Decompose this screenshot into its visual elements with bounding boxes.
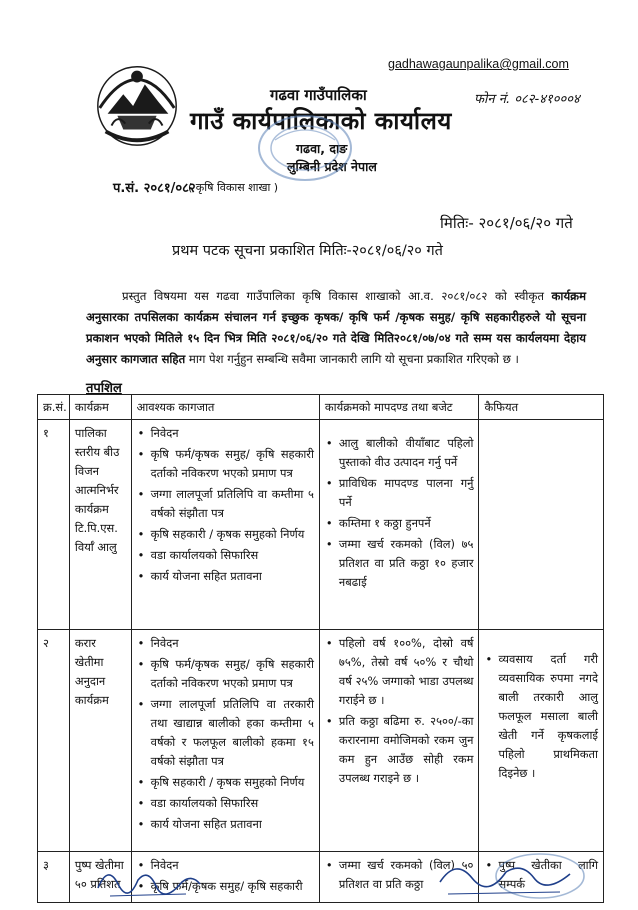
province-name: लुम्बिनी प्रदेश नेपाल	[287, 159, 377, 174]
list-item: • प्राविधिक मापदण्ड पालना गर्नु पर्ने	[339, 474, 474, 512]
row-remarks	[479, 630, 604, 852]
list-item: • पुष्प खेतीका लागि सम्पर्क	[498, 856, 598, 894]
list-item: • निवेदन	[151, 424, 314, 443]
office-title: गाउँ कार्यपालिकाको कार्यालय	[190, 107, 452, 135]
reference-department: ( कृषि विकास शाखा )	[188, 181, 279, 194]
row-program: पुष्प खेतीमा ५० प्रतिशत	[69, 852, 131, 903]
list-item: • कृषि फर्म/कृषक समुह/ कृषि सहकारी	[151, 877, 314, 896]
signature-left-icon	[90, 858, 208, 902]
row-sn: २	[38, 630, 70, 852]
row-sn: १	[38, 420, 70, 630]
office-location: गढवा, दाङ	[296, 141, 348, 156]
list-item: • वडा कार्यालयको सिफारिस	[151, 546, 314, 565]
list-item: • वडा कार्यालयको सिफारिस	[151, 794, 314, 813]
office-stamp-icon	[245, 110, 365, 188]
publication-date: प्रथम पटक सूचना प्रकाशित मितिः-२०८१/०६/२० गते	[172, 243, 443, 259]
email-address: gadhawagaunpalika@gmail.com	[388, 57, 569, 71]
body-text-part1: प्रस्तुत विषयमा यस गढवा गाउँपालिका कृषि विकास शाखाको आ.व. २०८१/०८२ को स्वीकृत	[122, 289, 552, 303]
body-text-bold: कार्यक्रम अनुसारका तपसिलका कार्यक्रम संचालन गर्न इच्छुक कृषक/ कृषि फर्म /कृषक समुह/ कृषि सहकारीहरुले यो सूचना प्रकाशन भएको मितिले १५ दिन भित्र मिति २०८१/०६/२० गते देखि मिति२०८१/०७/०४ गते सम्म यस कार्यलयमा देहाय अनुसार कागजात सहित	[86, 289, 586, 366]
list-item: • कम्तिमा १ कठ्ठा हुनपर्ने	[339, 514, 474, 533]
header-remarks: कैफियत	[479, 395, 604, 420]
header-sn: क्र.सं.	[38, 395, 70, 420]
municipality-name: गढवा गाउँपालिका	[270, 86, 367, 104]
list-item: • व्यवसाय दर्ता गरी व्यवसायिक रुपमा नगदे बाली तरकारी आलु फलफूल मसाला बाली खेती गर्ने कृषकलाई पहिलो प्राथमिकता दिइनेछ ।	[498, 650, 598, 783]
row-criteria	[319, 420, 479, 630]
row-remarks	[479, 420, 604, 630]
header-criteria: कार्यक्रमको मापदण्ड तथा बजेट	[319, 395, 479, 420]
notice-date: मितिः- २०८१/०६/२० गते	[440, 214, 573, 232]
list-item: • जग्गा लालपूर्जा प्रतिलिपि वा कम्तीमा ५ वर्षको संझौता पत्र	[151, 485, 314, 523]
list-item: • कृषि फर्म/कृषक समुह/ कृषि सहकारी दर्ताको नविकरण भएको प्रमाण पत्र	[151, 655, 314, 693]
list-item: • आलु बालीको वीयाँबाट पहिलो पुस्ताको वीउ उत्पादन गर्नु पर्ने	[339, 434, 474, 472]
header-program: कार्यक्रम	[69, 395, 131, 420]
list-item: • कार्य योजना सहित प्रतावना	[151, 567, 314, 586]
table-row	[38, 420, 604, 630]
list-item: • कृषि फर्म/कृषक समुह/ कृषि सहकारी दर्ताको नविकरण भएको प्रमाण पत्र	[151, 445, 314, 483]
row-documents	[131, 630, 319, 852]
header-documents: आवश्यक कागजात	[131, 395, 319, 420]
government-emblem-icon	[88, 55, 186, 153]
notice-body	[86, 286, 586, 370]
list-item: • कृषि सहकारी / कृषक समुहको निर्णय	[151, 773, 314, 792]
list-item: • पहिलो वर्ष १००%, दोस्रो वर्ष ७५%, तेस्रो वर्ष ५०% र चौथो वर्ष २५% जग्गाको भाडा उपलब्ध गराईने छ ।	[339, 634, 474, 710]
phone-number: फोन नं. ०८२-४१०००४	[474, 92, 580, 107]
body-text-part2: माग पेश गर्नुहुन सम्बन्धि सवैमा जानकारी लागि यो सूचना प्रकाशित गरिएको छ ।	[185, 352, 519, 366]
list-item: • जम्मा खर्च रकमको (विल) ५० प्रतिशत वा प्रति कठ्ठा	[339, 856, 474, 894]
list-item: • जम्मा खर्च रकमको (विल) ७५ प्रतिशत वा प्रति कठ्ठा १० हजार नबढाई	[339, 535, 474, 592]
list-item: • जग्गा लालपूर्जा प्रतिलिपि वा तरकारी तथा खाद्यान्न बालीको हका कम्तीमा ५ वर्षको र फलफूल बालीको हकमा १५ वर्षको संझौता पत्र	[151, 695, 314, 771]
list-item: • निवेदन	[151, 856, 314, 875]
program-table	[37, 394, 604, 903]
row-documents	[131, 420, 319, 630]
list-item: • कार्य योजना सहित प्रतावना	[151, 815, 314, 834]
row-program: पालिका स्तरीय बीउ विजन आत्मनिर्भर कार्यक्रम टि.पि.एस. विर्याँ आलु	[69, 420, 131, 630]
table-row	[38, 630, 604, 852]
row-sn: ३	[38, 852, 70, 903]
row-criteria	[319, 630, 479, 852]
list-item: • कृषि सहकारी / कृषक समुहको निर्णय	[151, 525, 314, 544]
signature-right-icon	[430, 848, 590, 904]
list-item: • प्रति कठ्ठा बढिमा रु. २५००/-का करारनामा वमोजिमको रकम जुन कम हुन आउँछ सोही रकम उपलब्ध गराइने छ ।	[339, 712, 474, 788]
list-item: • निवेदन	[151, 634, 314, 653]
details-title: तपशिल	[86, 381, 122, 396]
table-header-row	[38, 395, 604, 420]
reference-number: प.सं. २०८१/०८२	[113, 181, 196, 196]
row-program: करार खेतीमा अनुदान कार्यक्रम	[69, 630, 131, 852]
